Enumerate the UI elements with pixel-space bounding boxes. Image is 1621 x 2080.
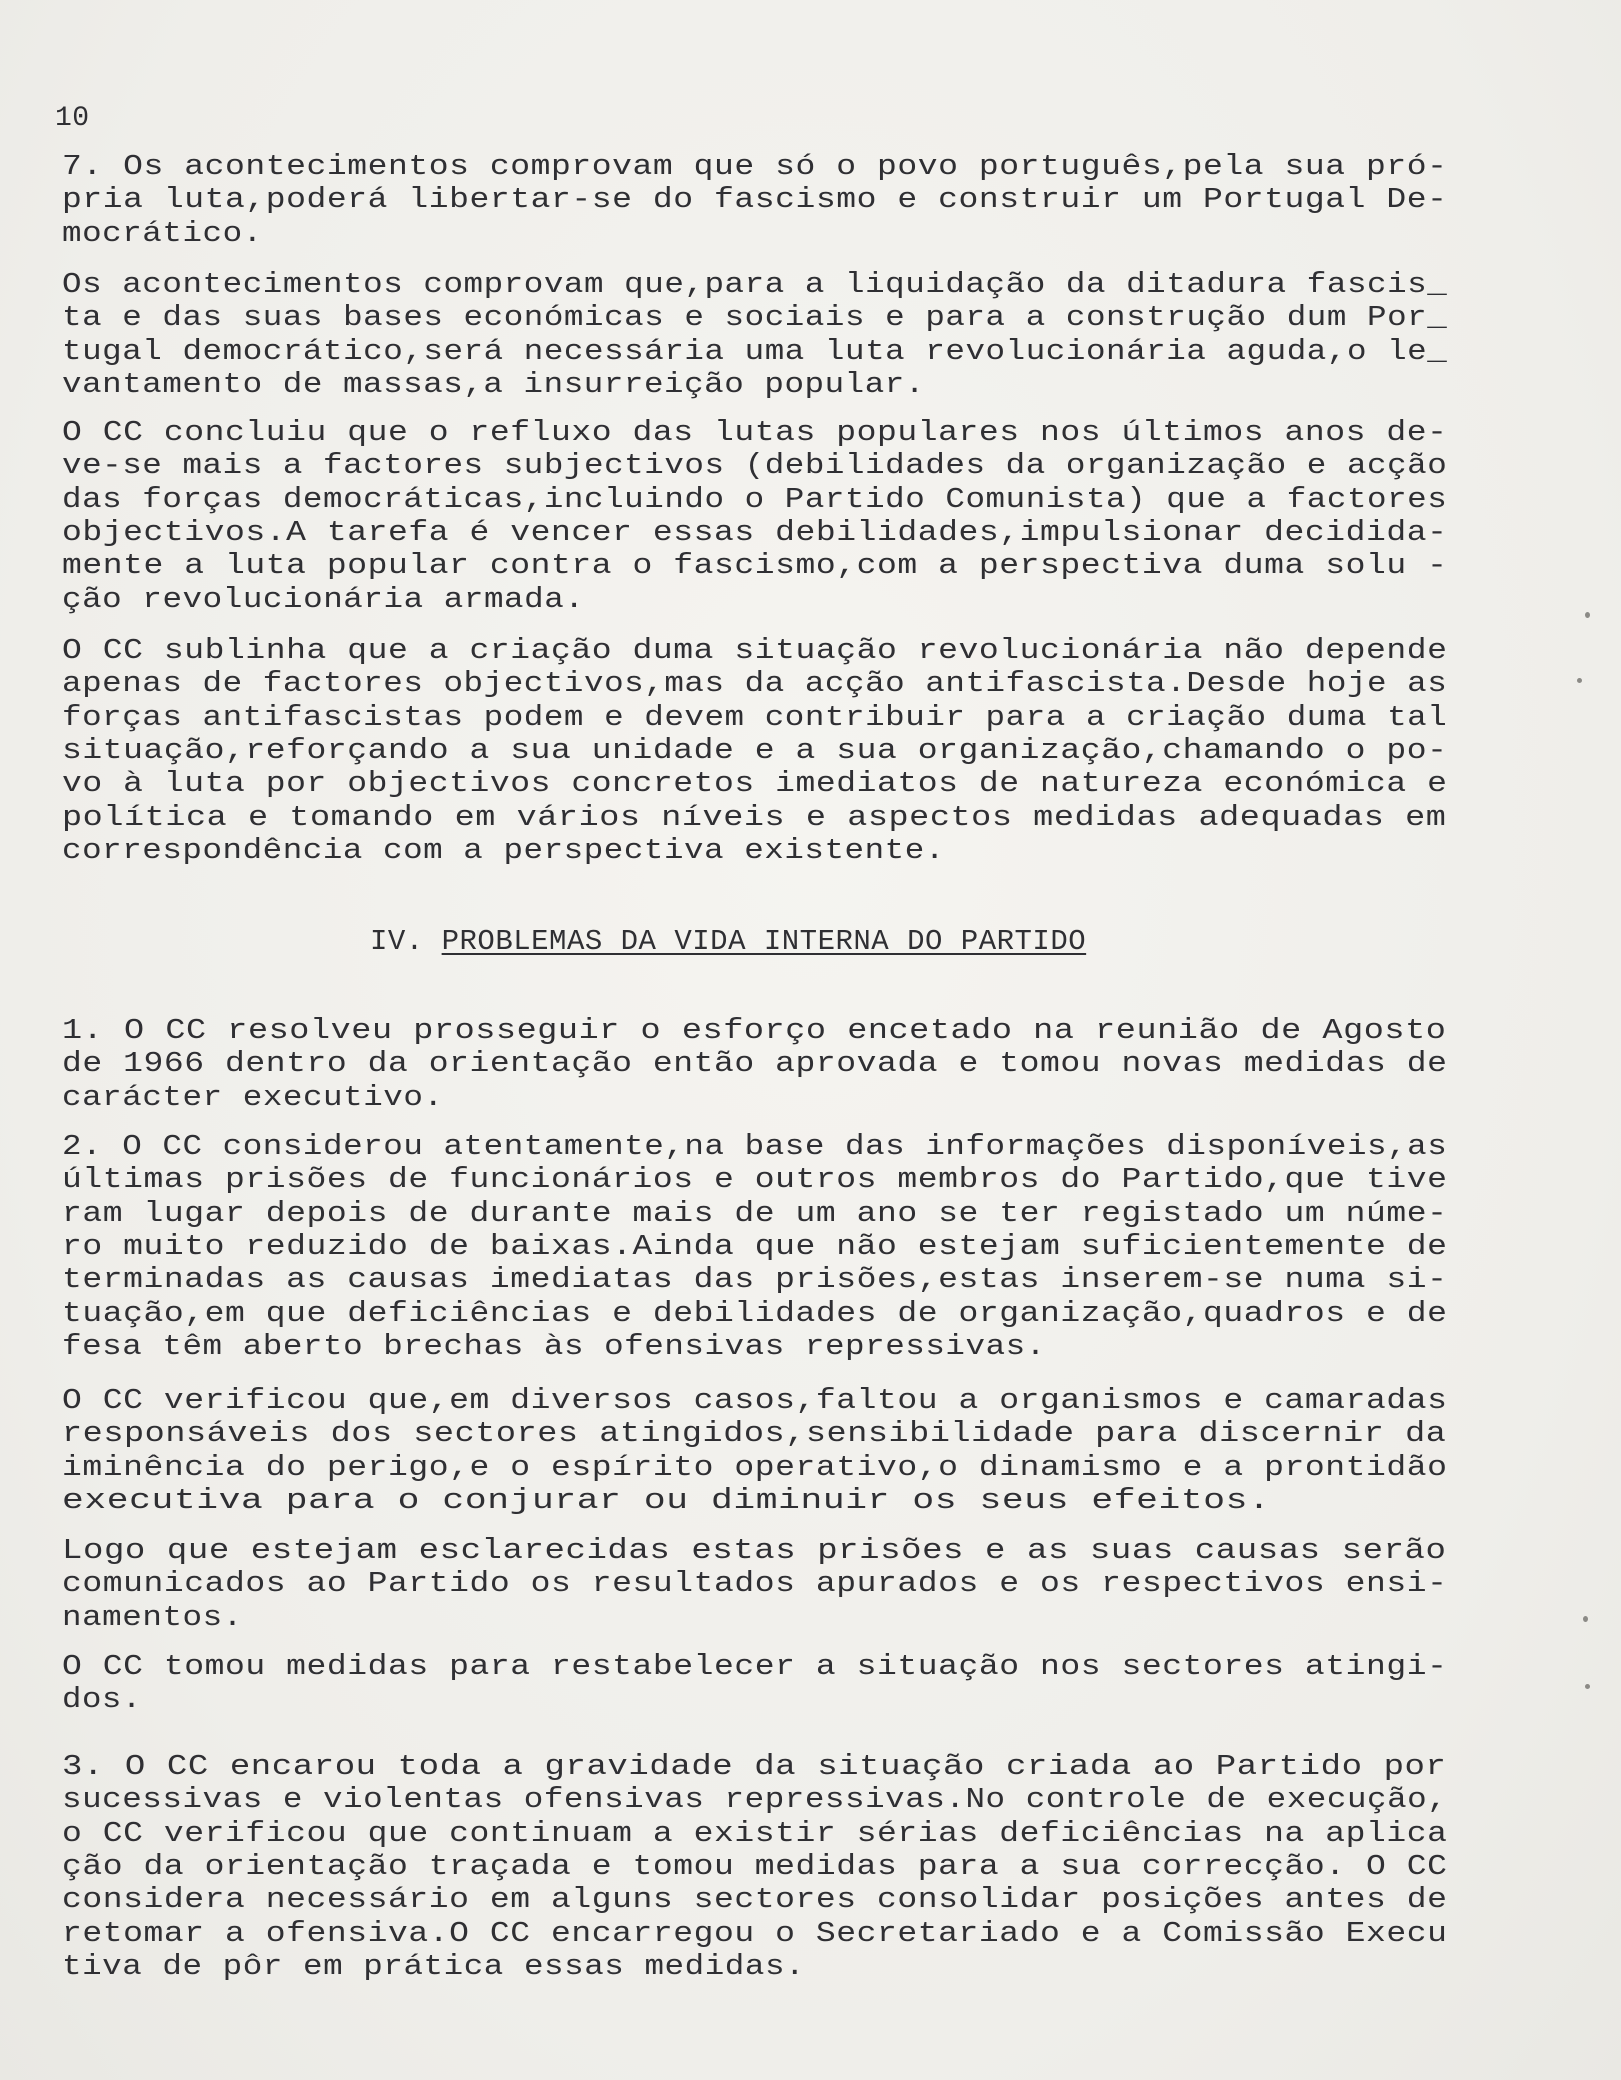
- paragraph-7-revolutionary-situation: [62, 634, 1562, 868]
- paragraph-3: [62, 1750, 1562, 1984]
- paper-speck: [1585, 1684, 1590, 1689]
- text-line: ta e das suas bases económicas e sociais e para a construção dum Por_: [62, 301, 1448, 335]
- text-line: objectivos.A tarefa é vencer essas debilidades,impulsionar decidida-: [62, 515, 1448, 549]
- text-line: 3. O CC encarou toda a gravidade da situação criada ao Partido por: [62, 1750, 1447, 1783]
- text-line: o CC verificou que continuam a existir sérias deficiências na aplica: [62, 1816, 1448, 1850]
- text-line: tuação,em que deficiências e debilidades de organização,quadros e de: [62, 1296, 1448, 1330]
- text-line: tiva de pôr em prática essas medidas.: [62, 1949, 806, 1983]
- text-line: de 1966 dentro da orientação então aprovada e tomou novas medidas de: [62, 1047, 1448, 1081]
- text-line: namentos.: [62, 1600, 243, 1634]
- text-line: considera necessário em alguns sectores consolidar posições antes de: [62, 1883, 1448, 1917]
- text-line: ro muito reduzido de baixas.Ainda que não estejam suficientemente de: [62, 1229, 1448, 1263]
- text-line: O CC tomou medidas para restabelecer a situação nos sectores atingi-: [62, 1650, 1448, 1683]
- paper-speck: [1585, 612, 1590, 618]
- text-line: carácter executivo.: [62, 1080, 444, 1114]
- text-line: sucessivas e violentas ofensivas repressivas.No controle de execução,: [62, 1783, 1448, 1817]
- text-line: forças antifascistas podem e devem contribuir para a criação duma tal: [62, 700, 1448, 734]
- text-line: tugal democrático,será necessária uma luta revolucionária aguda,o le_: [62, 334, 1448, 368]
- text-line: retomar a ofensiva.O CC encarregou o Secretariado e a Comissão Execu: [62, 1916, 1448, 1950]
- text-line: 1. O CC resolveu prosseguir o esforço encetado na reunião de Agosto: [62, 1014, 1447, 1047]
- text-line: 2. O CC considerou atentamente,na base das informações disponíveis,as: [62, 1130, 1448, 1163]
- text-line: das forças democráticas,incluindo o Partido Comunista) que a factores: [62, 482, 1448, 516]
- text-line: ve-se mais a factores subjectivos (debilidades da organização e acção: [62, 449, 1448, 483]
- text-line: executiva para o conjurar ou diminuir os seus efeitos.: [62, 1483, 1271, 1517]
- paragraph-2-clarification: [62, 1534, 1562, 1634]
- paragraph-2-sensitivity: [62, 1384, 1562, 1518]
- text-line: ção da orientação traçada e tomou medidas para a sua correcção. O CC: [62, 1849, 1448, 1883]
- text-line: fesa têm aberto brechas às ofensivas repressivas.: [62, 1329, 1046, 1363]
- text-line: O CC concluiu que o refluxo das lutas populares nos últimos anos de-: [62, 416, 1448, 449]
- text-line: Logo que estejam esclarecidas estas prisões e as suas causas serão: [62, 1534, 1447, 1567]
- text-line: apenas de factores objectivos,mas da acção antifascista.Desde hoje as: [62, 667, 1448, 701]
- text-line: mocrático.: [62, 216, 263, 250]
- text-line: vantamento de massas,a insurreição popular.: [62, 367, 925, 401]
- text-line: mente a luta popular contra o fascismo,com a perspectiva duma solu -: [62, 549, 1448, 583]
- text-line: vo à luta por objectivos concretos imediatos de natureza económica e: [62, 767, 1448, 801]
- paper-speck: [1577, 678, 1582, 683]
- text-line: O CC verificou que,em diversos casos,faltou a organismos e camaradas: [62, 1384, 1448, 1417]
- text-line: comunicados ao Partido os resultados apurados e os respectivos ensi-: [62, 1567, 1448, 1601]
- section-number: IV.: [370, 925, 442, 958]
- text-line: 7. Os acontecimentos comprovam que só o povo português,pela sua pró-: [62, 150, 1448, 183]
- text-line: ção revolucionária armada.: [62, 582, 585, 616]
- page-number: 10: [55, 103, 90, 134]
- text-line: responsáveis dos sectores atingidos,sensibilidade para discernir da: [62, 1417, 1447, 1451]
- paper-speck: [1583, 1616, 1588, 1622]
- text-line: ram lugar depois de durante mais de um ano se ter registado um núme-: [62, 1196, 1448, 1230]
- text-line: situação,reforçando a sua unidade e a sua organização,chamando o po-: [62, 733, 1448, 767]
- section-title: PROBLEMAS DA VIDA INTERNA DO PARTIDO: [441, 925, 1087, 958]
- text-line: últimas prisões de funcionários e outros membros do Partido,que tive: [62, 1163, 1448, 1197]
- text-line: dos.: [62, 1683, 142, 1717]
- text-line: política e tomando em vários níveis e aspectos medidas adequadas em: [62, 800, 1447, 834]
- paragraph-7-reflux: [62, 416, 1562, 616]
- text-line: pria luta,poderá libertar-se do fascismo e construir um Portugal De-: [62, 183, 1448, 217]
- text-line: Os acontecimentos comprovam que,para a liquidação da ditadura fascis_: [62, 268, 1448, 301]
- paragraph-2-measures: [62, 1650, 1562, 1716]
- paragraph-1: [62, 1014, 1562, 1114]
- text-line: correspondência com a perspectiva existente.: [62, 833, 945, 867]
- section-heading: [370, 925, 1086, 958]
- text-line: O CC sublinha que a criação duma situação revolucionária não depende: [62, 634, 1448, 667]
- text-line: terminadas as causas imediatas das prisões,estas inserem-se numa si-: [62, 1263, 1448, 1297]
- paragraph-7: [62, 150, 1562, 250]
- paragraph-7-liquidation: [62, 268, 1562, 402]
- paragraph-2: [62, 1130, 1562, 1364]
- text-line: iminência do perigo,e o espírito operativo,o dinamismo e a prontidão: [62, 1450, 1448, 1484]
